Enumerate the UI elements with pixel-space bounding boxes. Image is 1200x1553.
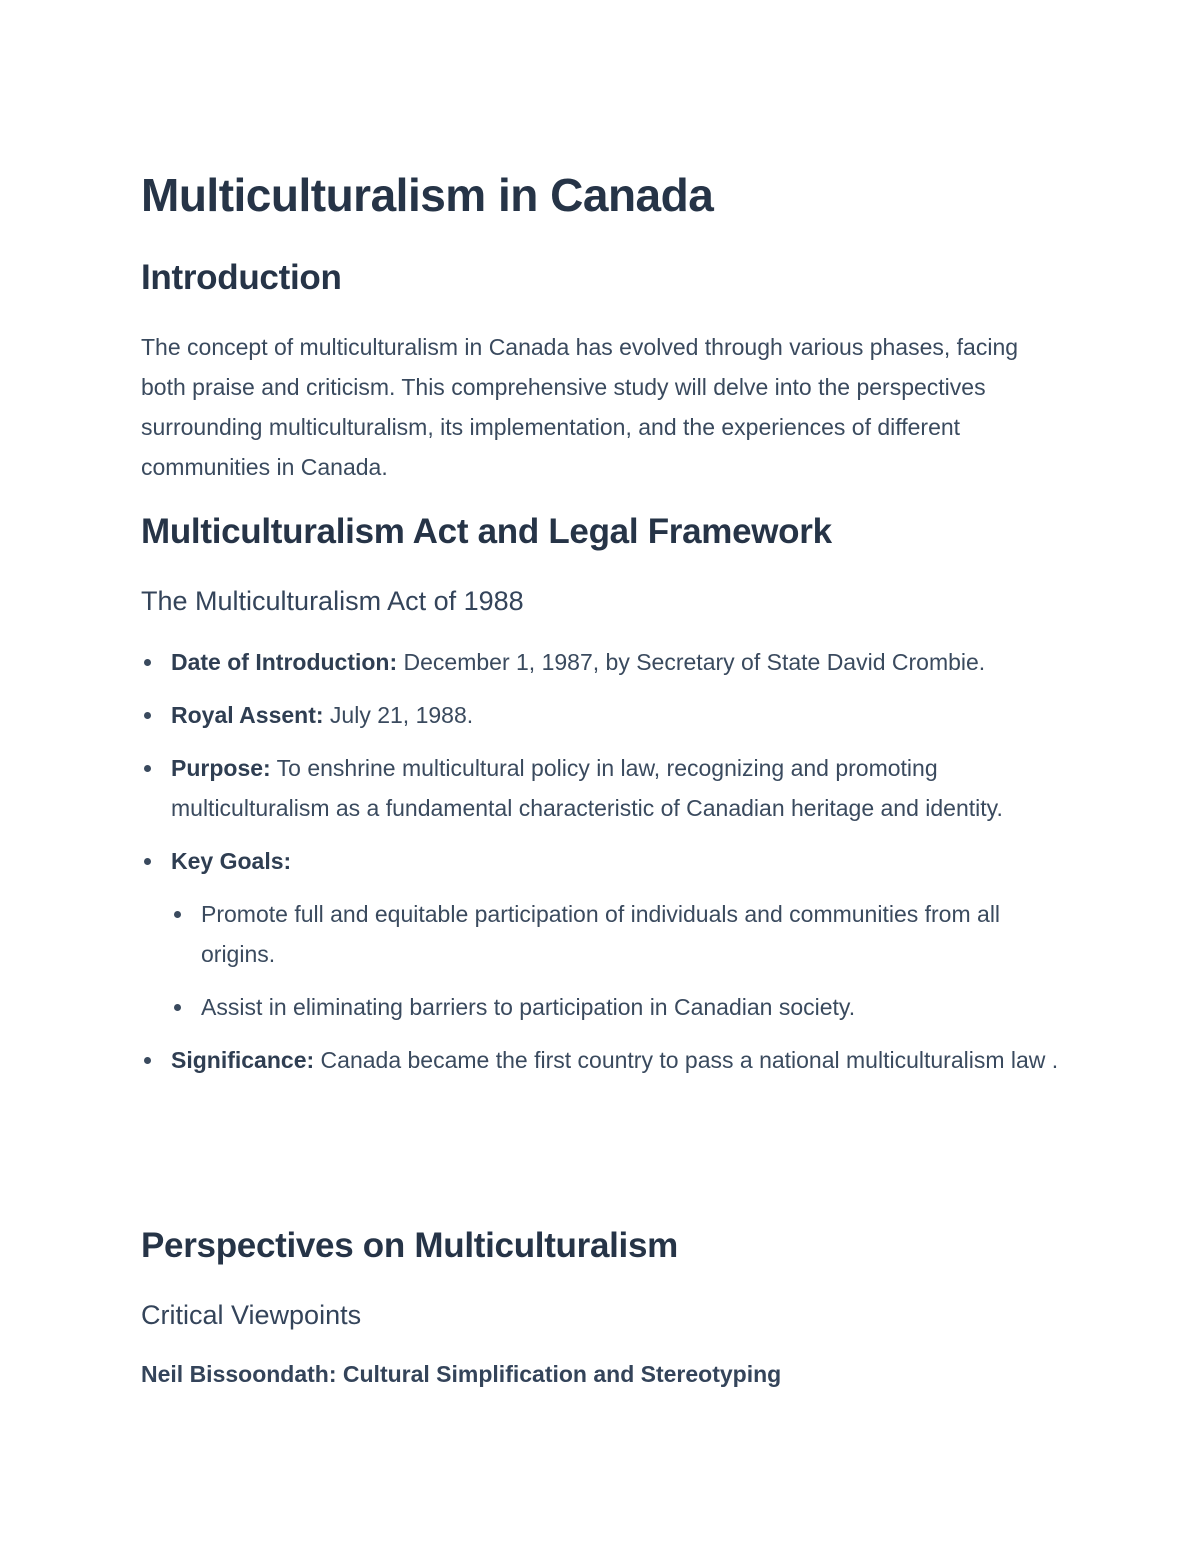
act-facts-list bbox=[141, 642, 1061, 1093]
list-item-label: Date of Introduction: bbox=[171, 649, 398, 675]
key-goal-item: Assist in eliminating barriers to participation in Canadian society. bbox=[171, 987, 1061, 1027]
document-title: Multiculturalism in Canada bbox=[141, 169, 714, 221]
perspectives-subheading: Critical Viewpoints bbox=[141, 1300, 362, 1330]
key-goals-list bbox=[171, 894, 1061, 1027]
list-item-purpose bbox=[141, 748, 1061, 828]
list-item-significance bbox=[141, 1040, 1061, 1080]
list-item-label: Significance: bbox=[171, 1047, 315, 1073]
list-item-date-of-introduction bbox=[141, 642, 1061, 682]
key-goal-item: Promote full and equitable participation of individuals and communities from all origins. bbox=[171, 894, 1061, 974]
list-item-label: Royal Assent: bbox=[171, 702, 324, 728]
list-item-key-goals bbox=[141, 841, 1061, 1027]
list-item-text: July 21, 1988. bbox=[323, 702, 474, 728]
introduction-heading: Introduction bbox=[141, 258, 342, 297]
act-heading: Multiculturalism Act and Legal Framework bbox=[141, 512, 832, 551]
list-item-label: Key Goals: bbox=[171, 848, 292, 874]
list-item-text: December 1, 1987, by Secretary of State David Crombie. bbox=[397, 649, 986, 675]
bissoondath-heading: Neil Bissoondath: Cultural Simplification and Stereotyping bbox=[141, 1361, 782, 1387]
perspectives-heading: Perspectives on Multiculturalism bbox=[141, 1226, 678, 1265]
list-item-royal-assent bbox=[141, 695, 1061, 735]
list-item-text: To enshrine multicultural policy in law, recognizing and promoting multiculturalism as a fundamental characteristic of Canadian heritage and identity. bbox=[171, 755, 1003, 821]
list-item-label: Purpose: bbox=[171, 755, 271, 781]
introduction-paragraph: The concept of multiculturalism in Canada has evolved through various phases, facing both praise and criticism. This comprehensive study will delve into the perspectives surrounding multiculturalism, its implementation, and the experiences of different communities in Canada. bbox=[141, 334, 1019, 480]
list-item-text: Canada became the first country to pass a national multiculturalism law . bbox=[314, 1047, 1059, 1073]
act-subheading: The Multiculturalism Act of 1988 bbox=[141, 586, 524, 616]
